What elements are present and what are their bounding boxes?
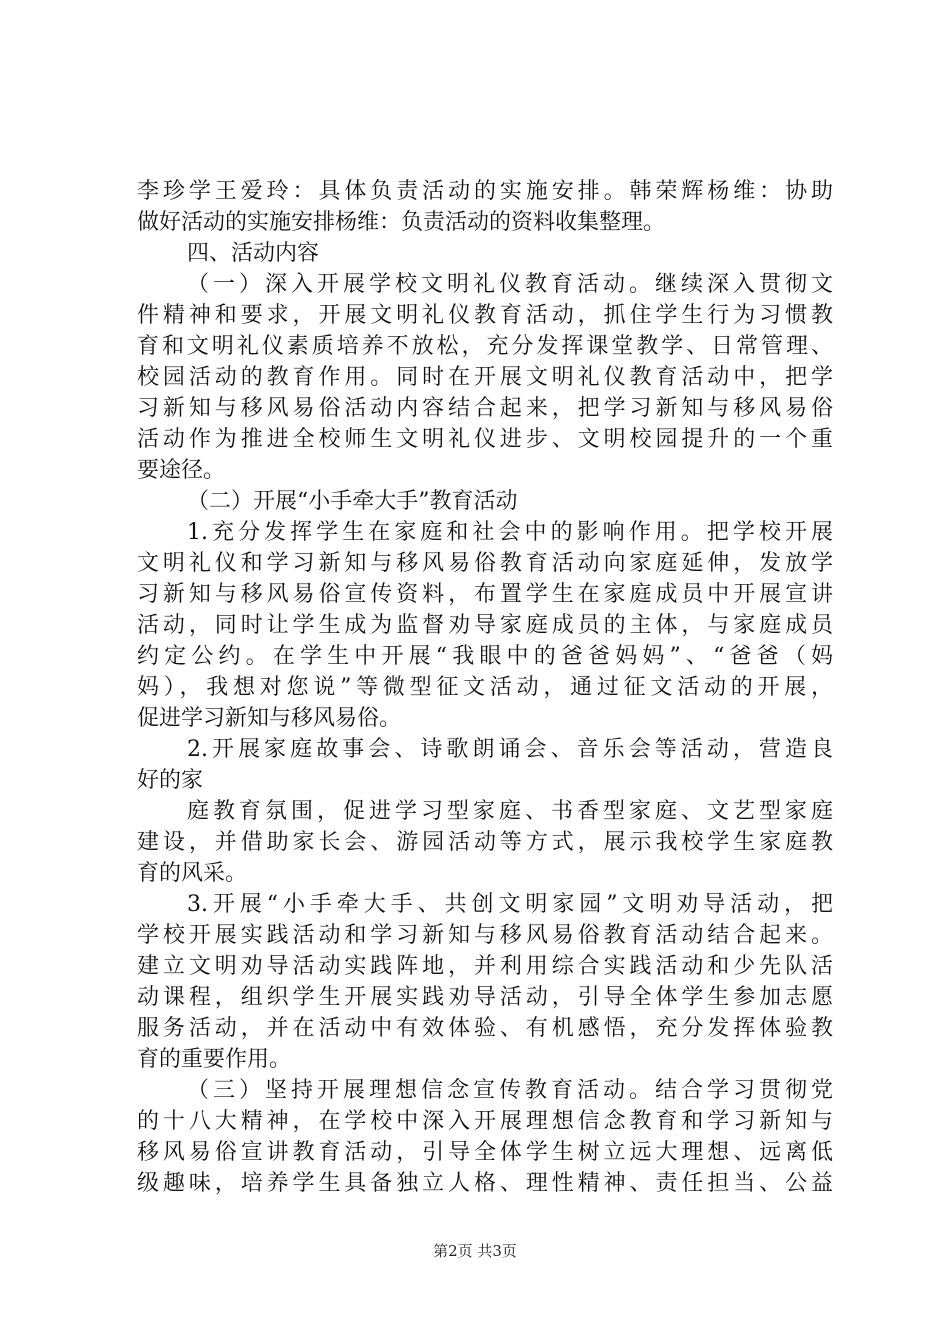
text-line: 要途径。 [137, 458, 226, 483]
text-line: （一）深入开展学校文明礼仪教育活动。继续深入贯彻文 [187, 272, 833, 297]
text-line: （二）开展“小手牵大手”教育活动 [187, 489, 518, 514]
text-line: 建立文明劝导活动实践阵地，并利用综合实践活动和少先队活 [137, 954, 833, 979]
text-line: 校园活动的教育作用。同时在开展文明礼仪教育活动中，把学 [137, 365, 833, 390]
text-line: 妈），我想对您说”等微型征文活动，通过征文活动的开展， [137, 675, 833, 700]
text-line: 的十八大精神，在学校中深入开展理想信念教育和学习新知与 [137, 1109, 833, 1134]
text-line: 习新知与移风易俗宣传资料，布置学生在家庭成员中开展宣讲 [137, 582, 833, 607]
text-line: 移风易俗宣讲教育活动，引导全体学生树立远大理想、远离低 [137, 1140, 833, 1165]
text-line: 育的重要作用。 [137, 1047, 292, 1072]
text-line: 庭教育氛围，促进学习型家庭、书香型家庭、文艺型家庭 [187, 799, 833, 824]
text-line: 级趣味，培养学生具备独立人格、理性精神、责任担当、公益 [137, 1171, 833, 1196]
document-body [137, 176, 833, 1199]
text-line: 促进学习新知与移风易俗。 [137, 706, 402, 731]
page-footer: 第2页 共3页 [433, 1242, 517, 1260]
text-line: 文明礼仪和学习新知与移风易俗教育活动向家庭延伸，发放学 [137, 551, 833, 576]
text-line: 育和文明礼仪素质培养不放松，充分发挥课堂教学、日常管理、 [137, 334, 833, 359]
text-line: 做好活动的实施安排杨维：负责活动的资料收集整理。 [137, 210, 666, 235]
text-line: 服务活动，并在活动中有效体验、有机感悟，充分发挥体验教 [137, 1016, 833, 1041]
text-line: 2.开展家庭故事会、诗歌朗诵会、音乐会等活动，营造良 [187, 737, 833, 762]
text-line: 件精神和要求，开展文明礼仪教育活动，抓住学生行为习惯教 [137, 303, 833, 328]
text-line: 李珍学王爱玲：具体负责活动的实施安排。韩荣辉杨维：协助 [137, 179, 833, 204]
text-line: （三）坚持开展理想信念宣传教育活动。结合学习贯彻党 [187, 1078, 833, 1103]
text-line: 育的风采。 [137, 861, 248, 886]
text-line: 活动，同时让学生成为监督劝导家庭成员的主体，与家庭成员 [137, 613, 833, 638]
text-line: 1.充分发挥学生在家庭和社会中的影响作用。把学校开展 [187, 520, 833, 545]
text-line: 3.开展“小手牵大手、共创文明家园”文明劝导活动，把 [187, 892, 833, 917]
text-line: 活动作为推进全校师生文明礼仪进步、文明校园提升的一个重 [137, 427, 833, 452]
text-line: 学校开展实践活动和学习新知与移风易俗教育活动结合起来。 [137, 923, 833, 948]
text-line: 好的家 [137, 768, 204, 793]
text-line: 约定公约。在学生中开展“我眼中的爸爸妈妈”、“爸爸（妈 [137, 644, 833, 669]
text-line: 习新知与移风易俗活动内容结合起来，把学习新知与移风易俗 [137, 396, 833, 421]
text-line: 建设，并借助家长会、游园活动等方式，展示我校学生家庭教 [137, 830, 833, 855]
text-line: 动课程，组织学生开展实践劝导活动，引导全体学生参加志愿 [137, 985, 833, 1010]
text-line: 四、活动内容 [187, 241, 320, 266]
